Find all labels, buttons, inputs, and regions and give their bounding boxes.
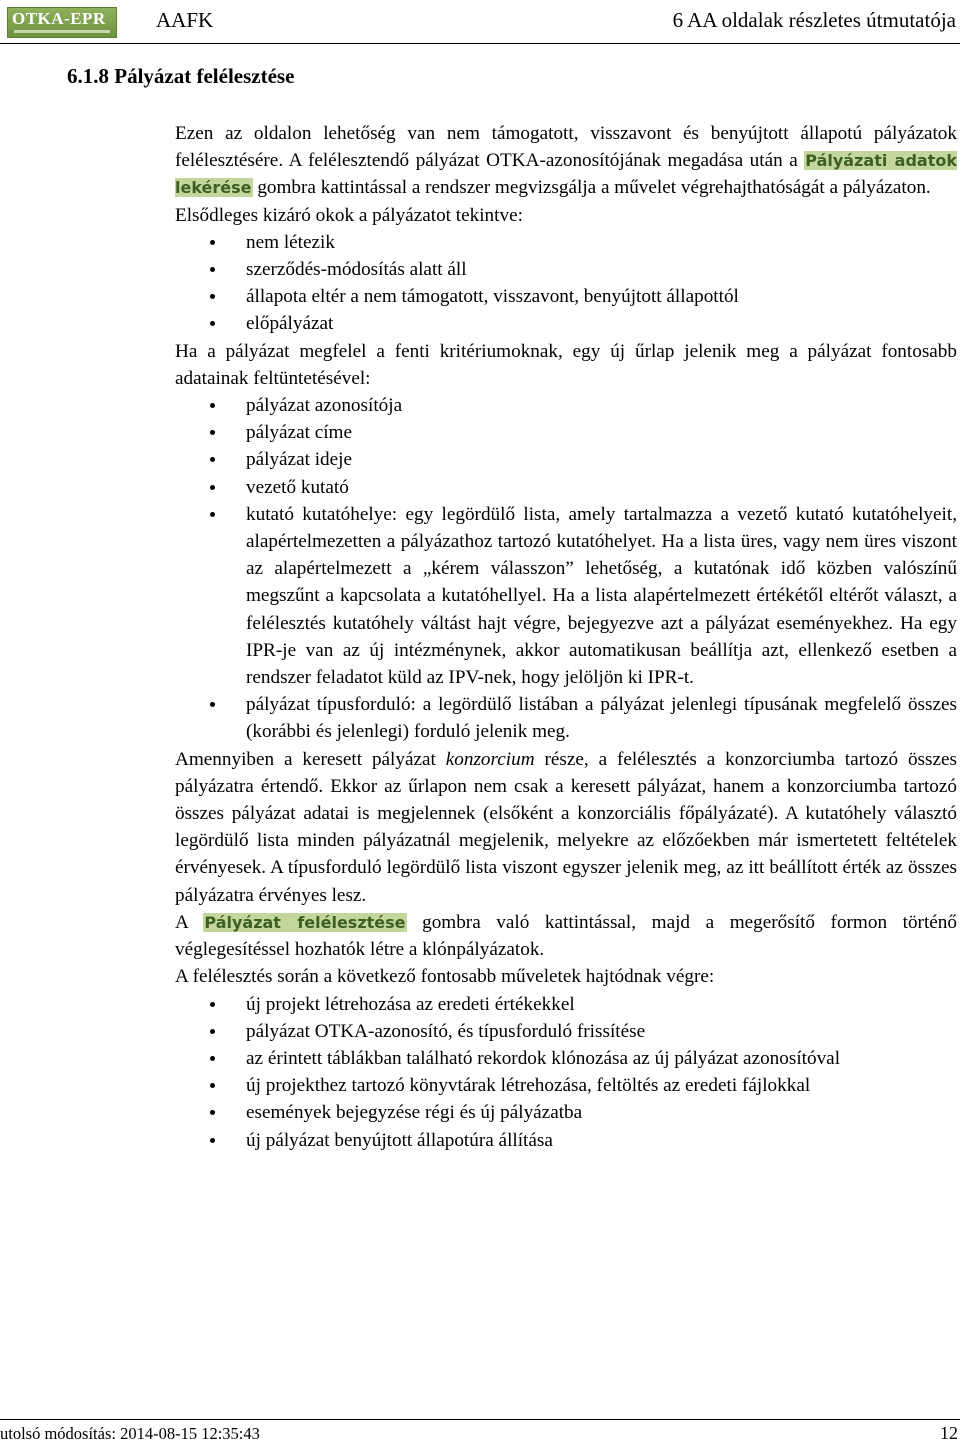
list-item: pályázat címe [246,419,957,446]
header-left-title: AAFK [156,8,214,32]
list-item: új projekthez tartozó könyvtárak létrehozása, feltöltés az eredeti fájlokkal [246,1072,957,1099]
otka-epr-logo [7,7,117,38]
fetch-data-button-reference: Pályázati adatok lekérése [175,151,957,198]
logo-text: OTKA-EPR [12,9,106,28]
list-item: új projekt létrehozása az eredeti értékekkel [246,991,957,1018]
exclusion-intro: Elsődleges kizáró okok a pályázatot tekintve: [175,204,523,226]
list-item: vezető kutató [246,474,957,501]
list-item: pályázat azonosítója [246,392,957,419]
last-modified: utolsó módosítás: 2014-08-15 12:35:43 [0,1424,260,1443]
list-item: pályázat ideje [246,446,957,473]
list-item: az érintett táblákban található rekordok klónozása az új pályázat azonosítóval [246,1045,957,1072]
operations-list [175,991,957,1154]
revive-text-2: gombra való kattintással, majd a megerősítő formon történő véglegesítéssel hozhatók létre a klónpályázatok. [175,911,957,961]
consortium-emphasis: konzorcium [445,748,535,770]
list-item: szerződés-módosítás alatt áll [246,256,957,283]
intro-text-1: Ezen az oldalon lehetőség van nem támogatott, visszavont és benyújtott állapotú pályázatok felélesztésére. A felélesztendő pályázat OTKA-azonosítójának megadása után a [175,123,957,172]
operations-intro: A felélesztés során a következő fontosabb műveletek hajtódnak végre: [175,966,715,988]
header-divider [0,43,960,44]
list-item: kutató kutatóhelye: egy legördülő lista, amely tartalmazza a vezető kutató kutatóhelyeit, alapértelmezetten a pályázathoz tartozó kutatóhelyet. Ha a lista üres, vagy nem üres viszont az alapértelmezett a „kérem válasszon” lehetőség, a kutatónak idő közben valószínű megszűnt a kapcsolata a kutatóhellyel. Ha a lista alapértelmezett értékétől eltérőt választ, a felélesztés kutatóhely váltást hajt végre, bejegyezve azt a pályázat eseményekhez. Ha egy IPR-je van az új intézménynek, akkor automatikusan beállítja azt, ellenkező esetben a rendszer feladatot küld az IPV-nek, hogy jelöljön ki IPR-t. [246,501,957,691]
revive-paragraph [175,909,957,963]
list-item: állapota eltér a nem támogatott, visszavont, benyújtott állapottól [246,283,957,310]
form-fields-list [175,392,957,746]
list-item: előpályázat [246,310,957,337]
page-number: 12 [940,1423,958,1443]
list-item: pályázat OTKA-azonosító, és típusforduló frissítése [246,1018,957,1045]
footer-divider [0,1419,960,1420]
list-item: új pályázat benyújtott állapotúra állítása [246,1127,957,1154]
consortium-text-1: Amennyiben a keresett pályázat [175,748,446,770]
document-body [175,120,957,1154]
list-item: események bejegyzése régi és új pályázatba [246,1099,957,1126]
logo-subtitle-strip [14,30,110,33]
revive-text-1: A [175,911,204,933]
section-title: 6.1.8 Pályázat felélesztése [67,64,295,88]
intro-text-2: gombra kattintással a rendszer megvizsgálja a művelet végrehajthatóságát a pályázaton. [252,177,931,199]
form-intro: Ha a pályázat megfelel a fenti kritériumoknak, egy új űrlap jelenik meg a pályázat fontosabb adatainak feltüntetésével: [175,340,957,389]
consortium-text-2: része, a felélesztés a konzorciumba tartozó összes pályázatra értendő. Ekkor az űrlapon nem csak a keresett pályázat, hanem a konzorciumba tartozó összes pályázat adatai is megjelennek (elsőként a konzorciális főpályázaté). A kutatóhely választó legördülő lista minden pályázatnál megjelenik, melyekre az előzőekben már ismertetett feltételek érvényesek. A típusforduló legördülő lista viszont egyszer jelenik meg, az itt beállított érték az összes pályázatra érvényes lesz. [175,748,957,906]
header-right-title: 6 AA oldalak részletes útmutatója [672,8,956,32]
consortium-paragraph [175,746,957,909]
list-item: nem létezik [246,229,957,256]
exclusion-list [175,229,957,338]
revive-button-reference: Pályázat felélesztése [204,912,406,932]
list-item: pályázat típusforduló: a legördülő listában a pályázat jelenlegi típusának megfelelő összes (korábbi és jelenlegi) forduló jelenik meg. [246,691,957,745]
page-header [0,0,960,44]
intro-paragraph [175,120,957,202]
